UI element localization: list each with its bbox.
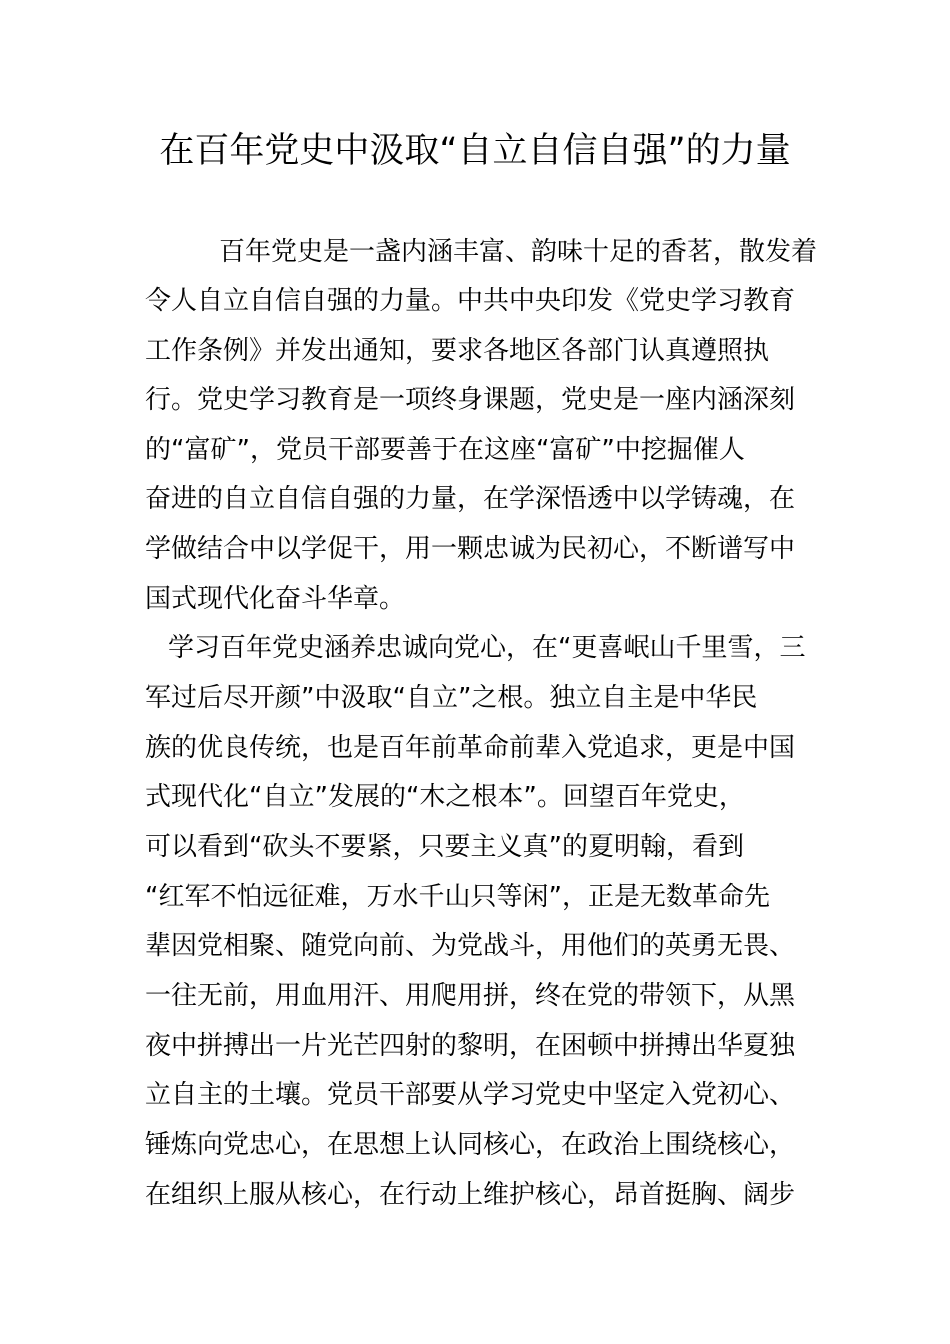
paragraph-1-line-4: 行。党史学习教育是一项终身课题，党史是一座内涵深刻 — [145, 385, 796, 415]
paragraph-2-line-1: 学习百年党史涵养忠诚向党心，在“更喜岷山千里雪，三 — [168, 633, 806, 663]
paragraph-1-line-7: 学做结合中以学促干，用一颗忠诚为民初心，不断谱写中 — [145, 534, 796, 564]
paragraph-1-line-2: 令人自立自信自强的力量。中共中央印发《党史学习教育 — [145, 286, 796, 316]
paragraph-1-line-6: 奋进的自立自信自强的力量，在学深悟透中以学铸魂，在 — [145, 484, 796, 514]
paragraph-1-line-1: 百年党史是一盏内涵丰富、韵味十足的香茗，散发着 — [219, 237, 818, 267]
paragraph-1-line-8: 国式现代化奋斗华章。 — [145, 584, 406, 614]
paragraph-2-line-5: 可以看到“砍头不要紧，只要主义真”的夏明翰，看到 — [145, 832, 744, 862]
paragraph-2-line-6: “红军不怕远征难，万水千山只等闲”，正是无数革命先 — [145, 882, 770, 912]
paragraph-2-line-12: 在组织上服从核心，在行动上维护核心，昂首挺胸、阔步 — [145, 1180, 796, 1210]
paragraph-2-line-11: 锤炼向党忠心，在思想上认同核心，在政治上围绕核心， — [145, 1130, 796, 1160]
paragraph-1-line-3: 工作条例》并发出通知，要求各地区各部门认真遵照执 — [145, 336, 770, 366]
paragraph-2-line-3: 族的优良传统，也是百年前革命前辈入党追求，更是中国 — [145, 733, 796, 763]
paragraph-2-line-4: 式现代化“自立”发展的“木之根本”。回望百年党史， — [145, 782, 745, 812]
paragraph-2-line-10: 立自主的土壤。党员干部要从学习党史中坚定入党初心、 — [145, 1080, 796, 1110]
paragraph-1-line-5: 的“富矿”，党员干部要善于在这座“富矿”中挖掘催人 — [145, 435, 745, 465]
paragraph-2-line-9: 夜中拼搏出一片光芒四射的黎明，在困顿中拼搏出华夏独 — [145, 1031, 796, 1061]
paragraph-2-line-8: 一往无前，用血用汗、用爬用拼，终在党的带领下，从黑 — [145, 981, 796, 1011]
paragraph-2-line-2: 军过后尽开颜”中汲取“自立”之根。独立自主是中华民 — [145, 683, 758, 713]
document-title: 在百年党史中汲取“自立自信自强”的力量 — [159, 131, 791, 171]
paragraph-2-line-7: 辈因党相聚、随党向前、为党战斗，用他们的英勇无畏、 — [145, 931, 796, 961]
